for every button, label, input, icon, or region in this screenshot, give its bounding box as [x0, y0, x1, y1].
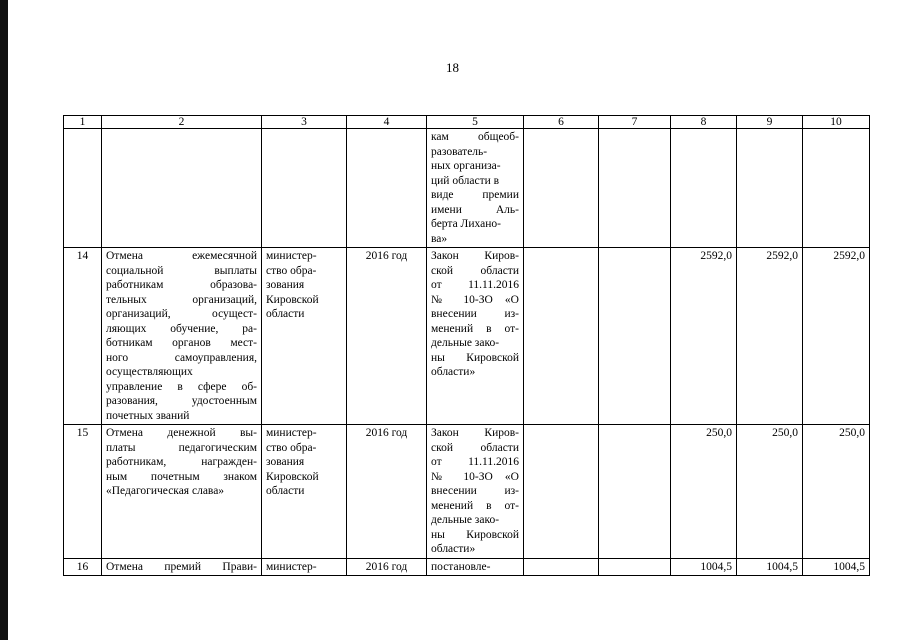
- text-line: виде премии: [431, 189, 519, 201]
- text-line: министер-: [266, 560, 317, 573]
- continuation-row: [64, 129, 870, 248]
- header-cell: 5: [427, 116, 524, 129]
- table-cell: [262, 129, 347, 248]
- amount-cell: 2592,0: [803, 248, 870, 425]
- text-line: № 10-ЗО «О: [431, 293, 519, 306]
- table-cell: [524, 558, 599, 576]
- text-line: ных организа-: [431, 160, 501, 172]
- amount-cell: 250,0: [737, 425, 803, 559]
- header-cell: 9: [737, 116, 803, 129]
- text-line: ботникам органов мест-: [106, 337, 257, 349]
- year-cell: 2016 год: [347, 248, 427, 425]
- text-line: платы педагогическим: [106, 441, 257, 454]
- text-line: № 10-ЗО «О: [431, 470, 519, 483]
- text-line: берта Лихано-: [431, 218, 501, 230]
- text-line: зования: [266, 456, 305, 468]
- table-cell: [599, 248, 671, 425]
- text-line: управление в сфере об-: [106, 380, 257, 393]
- table-cell: [524, 248, 599, 425]
- year-cell: 2016 год: [347, 558, 427, 576]
- text-line: работникам образова-: [106, 279, 257, 291]
- text-line: дельные зако-: [431, 514, 500, 526]
- text-line: ство обра-: [266, 441, 317, 454]
- header-cell: 1: [64, 116, 102, 129]
- table-cell: [671, 129, 737, 248]
- text-line: ным почетным знаком: [106, 470, 257, 483]
- table-row: [64, 425, 870, 559]
- text-line: Отмена премий Прави-: [106, 560, 257, 573]
- text-line: внесении из-: [431, 308, 519, 320]
- text-line: ного самоуправления,: [106, 351, 257, 364]
- table-cell: [803, 129, 870, 248]
- table-cell: [347, 129, 427, 248]
- basis-cell: [427, 425, 524, 559]
- measure-cell: [102, 248, 262, 425]
- row-number: 15: [64, 425, 102, 559]
- text-line: внесении из-: [431, 485, 519, 497]
- text-line: ва»: [431, 232, 448, 245]
- text-line: разования, удостоенным: [106, 395, 257, 407]
- text-line: зования: [266, 279, 305, 291]
- table-cell: [599, 129, 671, 248]
- table-cell: [524, 425, 599, 559]
- amount-cell: 1004,5: [671, 558, 737, 576]
- text-line: «Педагогическая слава»: [106, 485, 225, 497]
- text-line: ской области: [431, 264, 519, 277]
- basis-cell: [427, 558, 524, 576]
- year-cell: 2016 год: [347, 425, 427, 559]
- header-cell: 10: [803, 116, 870, 129]
- text-line: Отмена ежемесячной: [106, 250, 257, 262]
- text-line: организаций, осущест-: [106, 308, 257, 320]
- text-line: Кировской: [266, 470, 319, 483]
- text-line: Кировской: [266, 293, 319, 306]
- amount-cell: 250,0: [803, 425, 870, 559]
- text-line: ляющих обучение, ра-: [106, 322, 257, 335]
- scan-edge: [0, 0, 8, 640]
- text-line: министер-: [266, 427, 317, 439]
- text-line: ны Кировской: [431, 528, 519, 541]
- text-line: разователь-: [431, 145, 488, 158]
- basis-cell: [427, 248, 524, 425]
- text-line: социальной выплаты: [106, 264, 257, 277]
- page-number: 18: [446, 60, 459, 75]
- text-line: тельных организаций,: [106, 293, 257, 306]
- text-line: области: [266, 485, 305, 497]
- table-row: [64, 248, 870, 425]
- row-number: 14: [64, 248, 102, 425]
- table-cell: [737, 129, 803, 248]
- text-line: от 11.11.2016: [431, 456, 519, 468]
- text-line: менений в от-: [431, 322, 519, 335]
- text-line: дельные зако-: [431, 337, 500, 349]
- text-line: ны Кировской: [431, 351, 519, 364]
- responsible-cell: [262, 248, 347, 425]
- header-cell: 6: [524, 116, 599, 129]
- text-line: области: [266, 308, 305, 320]
- header-cell: 8: [671, 116, 737, 129]
- table-cell: [102, 129, 262, 248]
- text-line: области»: [431, 366, 476, 378]
- text-line: постановле-: [431, 560, 491, 573]
- header-row: [64, 116, 870, 129]
- header-cell: 2: [102, 116, 262, 129]
- amount-cell: 250,0: [671, 425, 737, 559]
- text-line: имени Аль-: [431, 203, 519, 216]
- document-table: [63, 115, 870, 576]
- header-cell: 3: [262, 116, 347, 129]
- row-number: 16: [64, 558, 102, 576]
- amount-cell: 1004,5: [737, 558, 803, 576]
- table-cell: [599, 425, 671, 559]
- text-line: области»: [431, 543, 476, 555]
- text-line: ство обра-: [266, 264, 317, 277]
- text-line: осуществляющих: [106, 366, 193, 378]
- text-line: Закон Киров-: [431, 250, 519, 262]
- text-line: Отмена денежной вы-: [106, 427, 257, 439]
- text-line: Закон Киров-: [431, 427, 519, 439]
- measure-cell: [102, 425, 262, 559]
- text-line: менений в от-: [431, 499, 519, 512]
- table-cell: [64, 129, 102, 248]
- responsible-cell: [262, 558, 347, 576]
- amount-cell: 2592,0: [671, 248, 737, 425]
- responsible-cell: [262, 425, 347, 559]
- text-line: министер-: [266, 250, 317, 262]
- header-cell: 4: [347, 116, 427, 129]
- basis-cell: [427, 129, 524, 248]
- text-line: ций области в: [431, 174, 500, 187]
- header-cell: 7: [599, 116, 671, 129]
- table-cell: [599, 558, 671, 576]
- text-line: ской области: [431, 441, 519, 454]
- amount-cell: 2592,0: [737, 248, 803, 425]
- amount-cell: 1004,5: [803, 558, 870, 576]
- table-cell: [524, 129, 599, 248]
- text-line: кам общеоб-: [431, 131, 519, 143]
- measure-cell: [102, 558, 262, 576]
- text-line: от 11.11.2016: [431, 279, 519, 291]
- text-line: почетных званий: [106, 409, 190, 422]
- table-row: [64, 558, 870, 576]
- text-line: работникам, награжден-: [106, 456, 257, 468]
